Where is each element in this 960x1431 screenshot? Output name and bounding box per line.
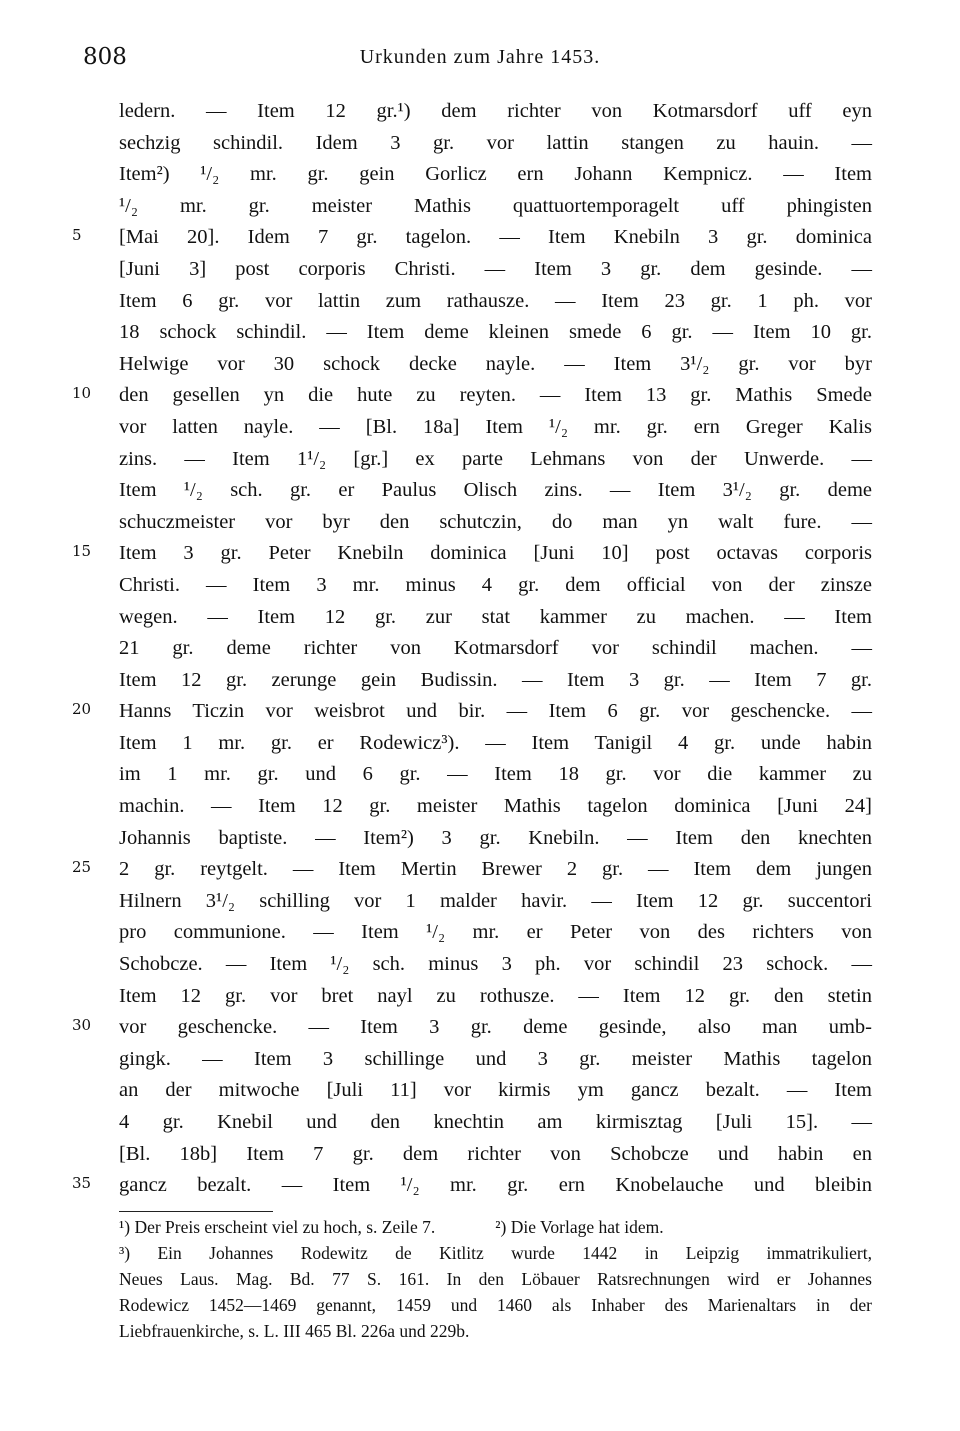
text-line	[0, 791, 960, 823]
text-line	[0, 570, 960, 602]
line-text: vor geschencke. — Item 3 gr. deme gesinde, also man umb-	[119, 1016, 872, 1039]
line-text: [Juni 3] post corporis Christi. — Item 3 gr. dem gesinde. —	[119, 257, 872, 280]
text-line	[0, 665, 960, 697]
line-text: Hilnern 3¹/₂ schilling vor 1 malder havir. — Item 12 gr. succentori	[119, 889, 872, 912]
text-line	[0, 886, 960, 918]
footnote-line	[0, 1266, 960, 1292]
text-line	[0, 728, 960, 760]
text-line	[0, 128, 960, 160]
text-line	[0, 412, 960, 444]
text-line	[0, 96, 960, 128]
line-text: ¹/₂ mr. gr. meister Mathis quattuortemporagelt uff phingisten	[119, 194, 872, 217]
text-line	[0, 759, 960, 791]
text-line	[0, 1170, 960, 1202]
line-text: Item²) ¹/₂ mr. gr. gein Gorlicz ern Johann Kempnicz. — Item	[119, 163, 872, 186]
line-text: ledern. — Item 12 gr.¹) dem richter von Kotmarsdorf uff eyn	[119, 100, 872, 122]
line-text: [Mai 20]. Idem 7 gr. tagelon. — Item Knebiln 3 gr. dominica	[119, 226, 872, 249]
text-line	[0, 222, 960, 254]
text-line	[0, 159, 960, 191]
line-text: machin. — Item 12 gr. meister Mathis tagelon dominica [Juni 24]	[119, 795, 872, 818]
line-text: vor latten nayle. — [Bl. 18a] Item ¹/₂ mr. gr. ern Greger Kalis	[119, 415, 872, 438]
footnote-1: ¹) Der Preis erscheint viel zu hoch, s. Zeile 7.	[119, 1217, 436, 1237]
line-text: Item 12 gr. vor bret nayl zu rothusze. — Item 12 gr. den stetin	[119, 984, 872, 1007]
line-text: sechzig schindil. Idem 3 gr. vor lattin stangen zu hauin. —	[119, 131, 872, 154]
line-text: Item 3 gr. Peter Knebiln dominica [Juni 10] post octavas corporis	[119, 542, 872, 565]
line-number: 20	[72, 700, 92, 719]
line-text: 18 schock schindil. — Item deme kleinen smede 6 gr. — Item 10 gr.	[119, 321, 872, 344]
line-text: gingk. — Item 3 schillinge und 3 gr. meister Mathis tagelon	[119, 1047, 872, 1070]
text-line	[0, 286, 960, 318]
line-text: Hanns Ticzin vor weisbrot und bir. — Item 6 gr. vor geschencke. —	[119, 700, 872, 723]
body-text	[0, 96, 960, 1202]
text-line	[0, 538, 960, 570]
footnote-line	[0, 1240, 960, 1266]
line-text: Item 1 mr. gr. er Rodewicz³). — Item Tanigil 4 gr. unde habin	[119, 731, 872, 754]
line-text: 21 gr. deme richter von Kotmarsdorf vor schindil machen. —	[119, 637, 872, 660]
line-number: 35	[72, 1174, 92, 1193]
text-line	[0, 696, 960, 728]
footnote-3-line: Rodewicz 1452—1469 genannt, 1459 und 1460 als Inhaber des Marienaltars in der	[119, 1295, 872, 1315]
line-text: Johannis baptiste. — Item²) 3 gr. Knebiln. — Item den knechten	[119, 826, 872, 849]
line-text: 2 gr. reytgelt. — Item Mertin Brewer 2 gr. — Item dem jungen	[119, 858, 872, 881]
line-number: 5	[72, 226, 82, 245]
line-text: Item 12 gr. zerunge gein Budissin. — Item 3 gr. — Item 7 gr.	[119, 668, 872, 691]
text-line	[0, 633, 960, 665]
footnote-divider	[119, 1211, 273, 1212]
text-line	[0, 917, 960, 949]
footnote-3-line: Neues Laus. Mag. Bd. 77 S. 161. In den Löbauer Ratsrechnungen wird er Johannes	[119, 1269, 872, 1289]
line-text: Schobcze. — Item ¹/₂ sch. minus 3 ph. vor schindil 23 schock. —	[119, 953, 872, 976]
footnote-3-line: Liebfrauenkirche, s. L. III 465 Bl. 226a und 229b.	[119, 1321, 470, 1341]
text-line	[0, 981, 960, 1013]
line-number: 25	[72, 858, 92, 877]
line-text: Helwige vor 30 schock decke nayle. — Item 3¹/₂ gr. vor byr	[119, 352, 872, 375]
running-title: Urkunden zum Jahre 1453.	[359, 46, 601, 68]
line-number: 15	[72, 542, 92, 561]
line-text: an der mitwoche [Juli 11] vor kirmis ym gancz bezalt. — Item	[119, 1079, 872, 1102]
line-text: Christi. — Item 3 mr. minus 4 gr. dem official von der zinsze	[119, 573, 872, 596]
text-line	[0, 602, 960, 634]
line-text: Item 6 gr. vor lattin zum rathausze. — Item 23 gr. 1 ph. vor	[119, 289, 872, 312]
line-text: gancz bezalt. — Item ¹/₂ mr. gr. ern Knobelauche und bleibin	[119, 1174, 872, 1197]
text-line	[0, 475, 960, 507]
footnote-line	[0, 1318, 960, 1344]
line-number: 10	[72, 384, 92, 403]
text-line	[0, 254, 960, 286]
text-line	[0, 349, 960, 381]
text-line	[0, 949, 960, 981]
footnote-text	[119, 1214, 872, 1240]
footnotes	[0, 1214, 960, 1344]
line-text: schuczmeister vor byr den schutczin, do man yn walt fure. —	[119, 510, 872, 533]
line-text: Item ¹/₂ sch. gr. er Paulus Olisch zins. — Item 3¹/₂ gr. deme	[119, 479, 872, 502]
line-text: im 1 mr. gr. und 6 gr. — Item 18 gr. vor die kammer zu	[119, 763, 872, 786]
footnote-3-line: ³) Ein Johannes Rodewitz de Kitlitz wurde 1442 in Leipzig immatrikuliert,	[119, 1243, 872, 1263]
text-line	[0, 380, 960, 412]
text-line	[0, 444, 960, 476]
line-text: [Bl. 18b] Item 7 gr. dem richter von Schobcze und habin en	[119, 1142, 872, 1165]
text-line	[0, 1012, 960, 1044]
text-line	[0, 1139, 960, 1171]
line-text: 4 gr. Knebil und den knechtin am kirmisztag [Juli 15]. —	[119, 1111, 872, 1133]
text-line	[0, 823, 960, 855]
text-line	[0, 1075, 960, 1107]
text-line	[0, 854, 960, 886]
line-text: pro communione. — Item ¹/₂ mr. er Peter von des richters von	[119, 921, 872, 944]
text-line	[0, 1107, 960, 1139]
footnote-2: ²) Die Vorlage hat idem.	[495, 1217, 664, 1237]
text-line	[0, 507, 960, 539]
page-number: 808	[83, 44, 127, 70]
footnote-line	[0, 1214, 960, 1240]
text-line	[0, 191, 960, 223]
footnote-line	[0, 1292, 960, 1318]
text-line	[0, 317, 960, 349]
line-text: den gesellen yn die hute zu reyten. — Item 13 gr. Mathis Smede	[119, 384, 872, 407]
line-text: zins. — Item 1¹/₂ [gr.] ex parte Lehmans von der Unwerde. —	[119, 447, 872, 470]
text-line	[0, 1044, 960, 1076]
page-header	[0, 44, 960, 80]
line-number: 30	[72, 1016, 92, 1035]
line-text: wegen. — Item 12 gr. zur stat kammer zu machen. — Item	[119, 605, 872, 628]
